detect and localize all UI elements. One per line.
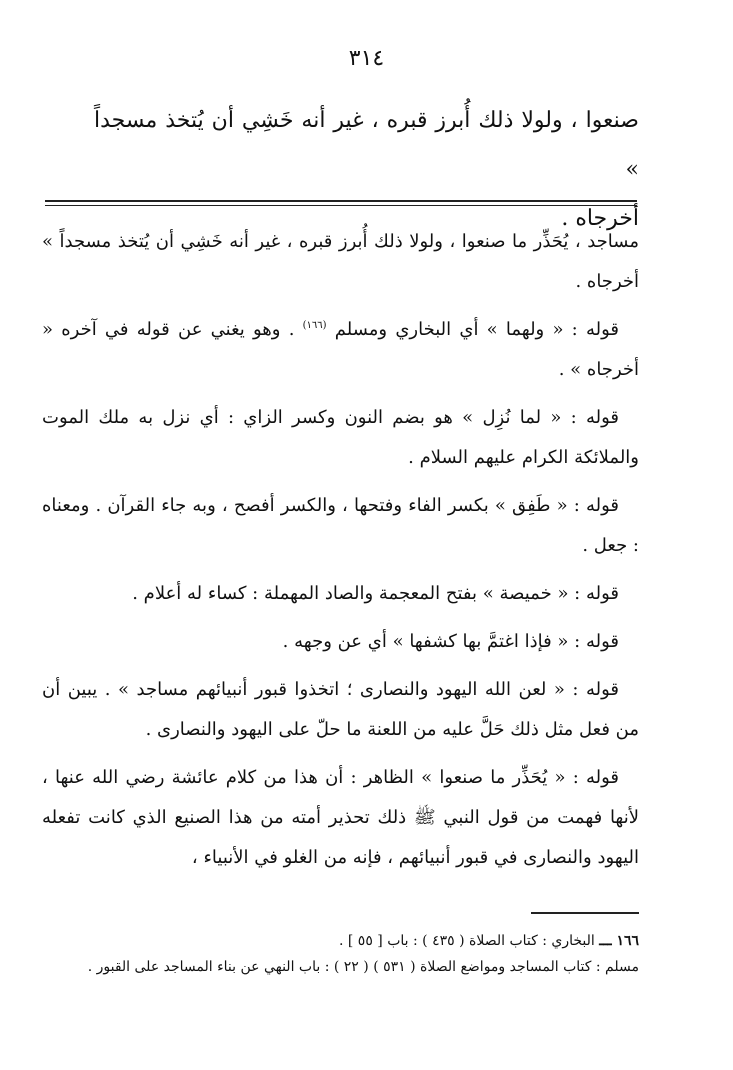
main-text-block <box>94 96 639 243</box>
commentary-paragraph: قوله : « يُحَذِّر ما صنعوا » الظاهر : أن هذا من كلام عائشة رضي الله عنها ، لأنها فهمت من قول النبي ﷺ ذلك تحذير أمته من هذا الصنيع الذي كانت تفعله اليهود والنصارى في قبور أنبيائهم ، فإنه من الغلو في الأنبياء ، <box>42 767 639 868</box>
commentary-paragraph: مساجد ، يُحَذِّر ما صنعوا ، ولولا ذلك أُبرز قبره ، غير أنه خَشِي أن يُتخذ مسجداً » أخرجاه . <box>42 231 639 292</box>
main-text-line-1: صنعوا ، ولولا ذلك أُبرز قبره ، غير أنه خَشِي أن يُتخذ مسجداً » <box>94 108 639 182</box>
footnote-reference: (١٦٦) <box>302 320 327 331</box>
commentary-paragraph: قوله : « لعن الله اليهود والنصارى ؛ اتخذوا قبور أنبيائهم مساجد » . يبين أن من فعل مثل ذلك حَلَّ عليه من اللعنة ما حلّ على اليهود والنصارى . <box>42 679 639 740</box>
section-divider-top <box>45 200 637 202</box>
section-divider-bottom <box>45 205 637 206</box>
footnote-line <box>42 928 639 954</box>
page-number: ٣١٤ <box>348 46 385 71</box>
commentary-paragraph: قوله : « طَفِق » بكسر الفاء وفتحها ، والكسر أفصح ، وبه جاء القرآن . ومعناه : جعل . <box>42 495 639 556</box>
commentary-text: . وهو يغني عن قوله في آخره « أخرجاه » . <box>42 319 639 380</box>
main-text-line-2: أخرجاه . <box>561 206 639 231</box>
footnote-line: مسلم : كتاب المساجد ومواضع الصلاة ( ٥٣١ ) ( ٢٢ ) : باب النهي عن بناء المساجد على القبور . <box>87 959 639 975</box>
footnotes-block <box>42 928 639 980</box>
commentary-paragraph: قوله : « لما نُزِل » هو بضم النون وكسر الزاي : أي نزل به ملك الموت والملائكة الكرام عليهم السلام . <box>42 407 639 468</box>
commentary-paragraph: قوله : « فإذا اغتمَّ بها كشفها » أي عن وجهه . <box>282 631 619 652</box>
footnote-number: ١٦٦ ـــ <box>599 933 639 949</box>
commentary-text: قوله : « ولهما » أي البخاري ومسلم <box>334 319 620 340</box>
footnote-text: البخاري : كتاب الصلاة ( ٤٣٥ ) : باب [ ٥٥ ] . <box>338 933 600 949</box>
commentary-paragraph <box>42 310 639 390</box>
footnote-rule <box>531 912 639 914</box>
commentary-paragraph: قوله : « خميصة » بفتح المعجمة والصاد المهملة : كساء له أعلام . <box>132 583 619 604</box>
commentary-block <box>42 222 639 886</box>
